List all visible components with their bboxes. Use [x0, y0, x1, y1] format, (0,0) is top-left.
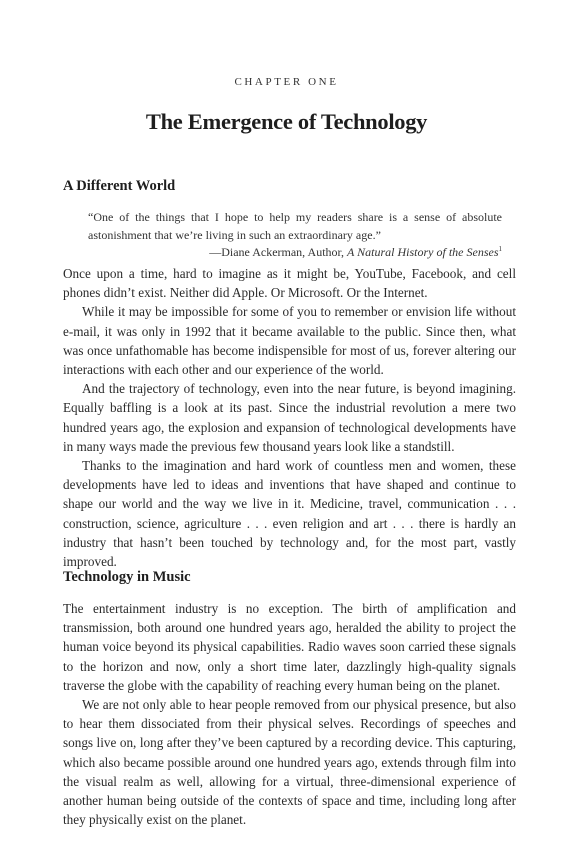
- paragraph: While it may be impossible for some of you to remember or envision life without e-mail, it was only in 1992 that it became available to the public. Since then, what was once unfathomable has become indispensible for most of us, forever altering our interactions with each other and our experience of the world.: [63, 304, 516, 378]
- section1-body: [63, 264, 516, 571]
- section-heading-different-world: A Different World: [63, 178, 176, 194]
- paragraph: We are not only able to hear people removed from our physical presence, but also to hear them dissociated from their physical selves. Recordings of speeches and songs live on, long after they’ve been captured by a recording device. This capturing, which also became possible around one hundred years ago, extends through film into the visual realm as well, allowing for a virtual, three-dimensional experience of another human being outside of the contexts of space and time, including long after they physically exist on the planet.: [63, 697, 516, 828]
- epigraph-attribution: [88, 244, 502, 262]
- paragraph: The entertainment industry is no exception. The birth of amplification and transmission, both around one hundred years ago, heralded the ability to project the human voice beyond its physical capabilities. Radio waves soon carried these signals to the horizon and now, only a short time later, dazzlingly high-quality signals traverse the globe with the capability of reaching every human being on the planet.: [63, 601, 516, 693]
- epigraph-author: —Diane Ackerman, Author,: [209, 245, 348, 259]
- epigraph: [88, 209, 502, 262]
- paragraph: Thanks to the imagination and hard work of countless men and women, these developments have led to ideas and inventions that have shaped and continue to shape our world and the way we live in it. Medicine, travel, communication . . . construction, science, agriculture . . . even religion and art . . . there is hardly an industry that hasn’t been touched by technology and, for the most part, vastly improved.: [63, 458, 516, 570]
- section-heading-technology-in-music: Technology in Music: [63, 569, 191, 585]
- chapter-title: The Emergence of Technology: [145, 109, 428, 134]
- epigraph-work-title: A Natural History of the Senses: [347, 245, 499, 259]
- chapter-label: CHAPTER ONE: [234, 76, 339, 88]
- epigraph-text: “One of the things that I hope to help my readers share is a sense of absolute astonishment that we’re living in such an extraordinary age.”: [88, 210, 502, 242]
- paragraph: Once upon a time, hard to imagine as it might be, YouTube, Facebook, and cell phones didn’t exist. Neither did Apple. Or Microsoft. Or the Internet.: [63, 266, 516, 301]
- paragraph: And the trajectory of technology, even into the near future, is beyond imagining. Equally baffling is a look at its past. Since the industrial revolution a mere two hundred years ago, the explosion and expansion of technological developments have in many ways made the previous few thousand years look like a standstill.: [63, 381, 516, 454]
- section2-body: [63, 599, 516, 829]
- footnote-marker: 1: [498, 245, 502, 253]
